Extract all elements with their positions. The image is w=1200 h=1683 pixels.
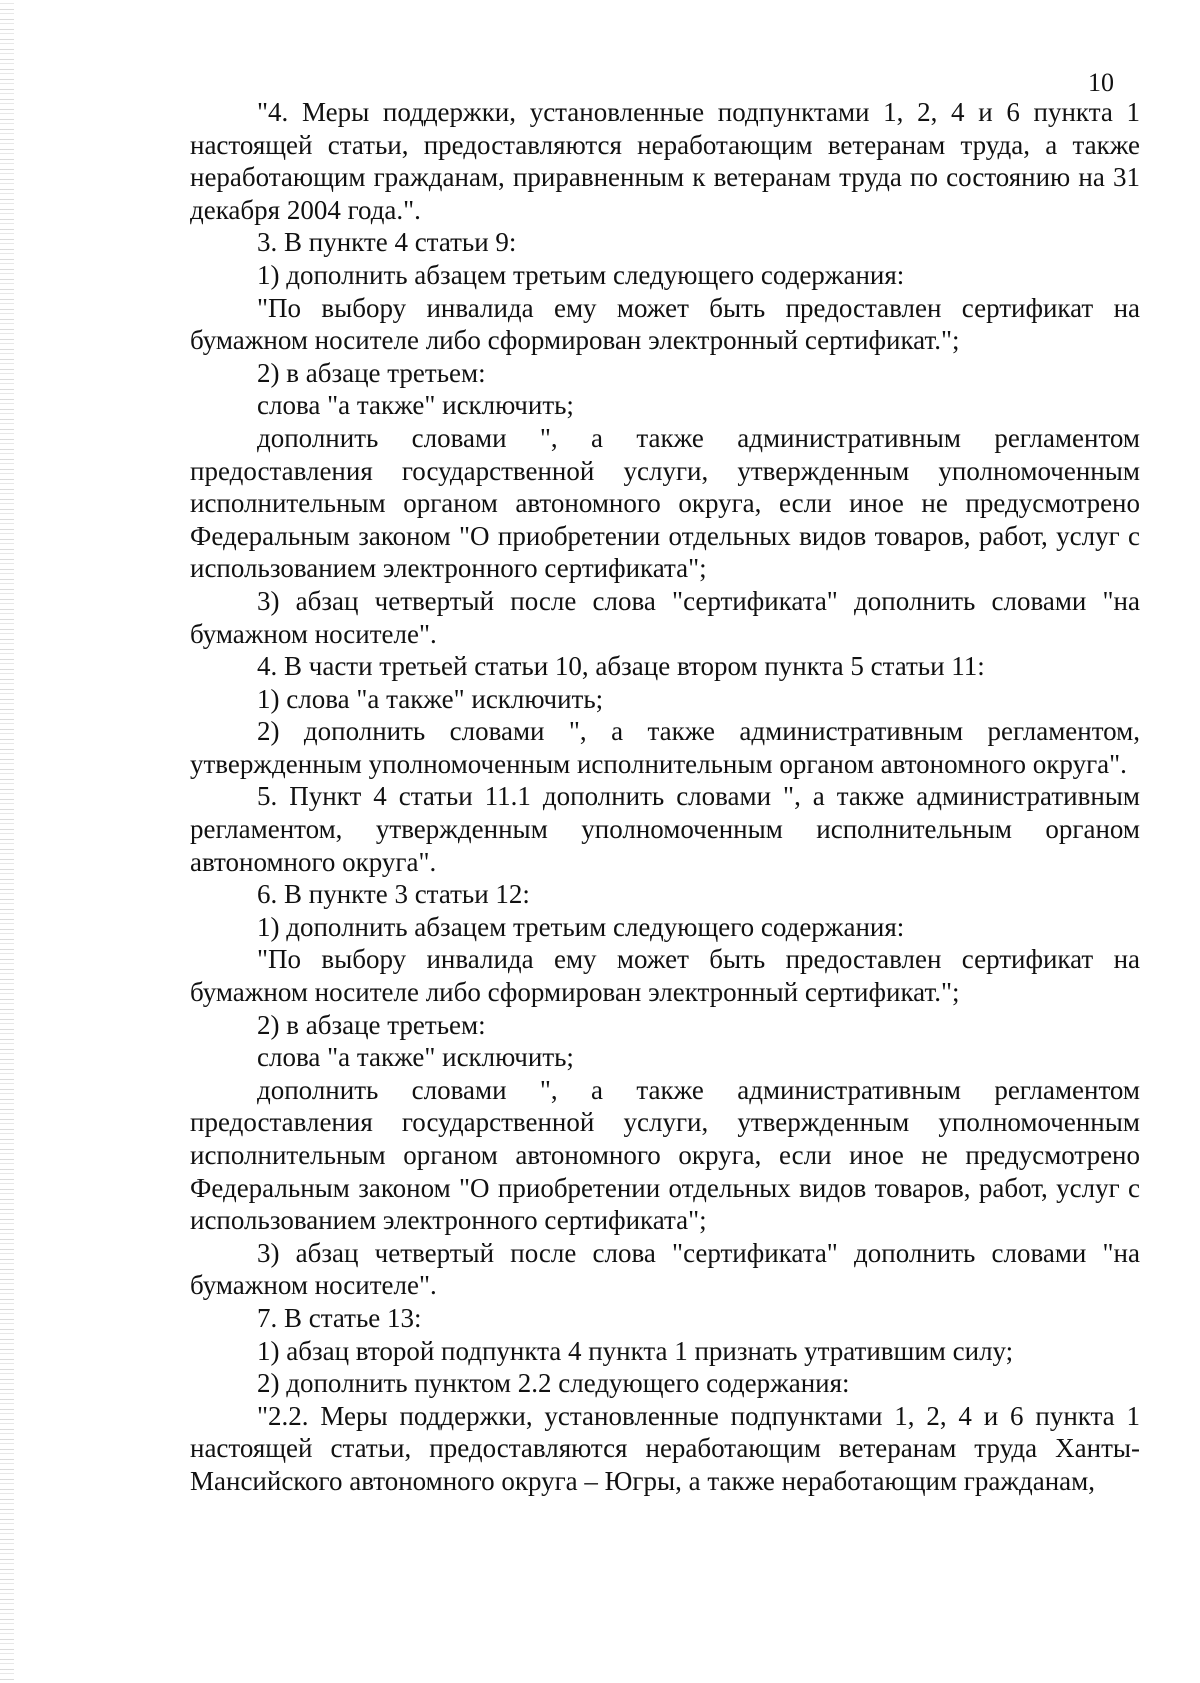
paragraph-item-7-2: 2) дополнить пунктом 2.2 следующего содержания: xyxy=(257,1368,850,1399)
paragraph-item-4-1: 1) слова "а также" исключить; xyxy=(257,683,604,714)
paragraph-quote-certificate: "По выбору инвалида ему может быть предоставлен сертификат на бумажном носителе либо сформирован электронный сертификат."; xyxy=(190,292,1140,356)
paragraph-item-3: 3. В пункте 4 статьи 9: xyxy=(257,227,517,258)
paragraph-item-5: 5. Пункт 4 статьи 11.1 дополнить словами ", а также административным регламентом, утвержденным уполномоченным исполнительным органом автономного округа". xyxy=(190,781,1140,877)
paragraph-item-3-2: 2) в абзаце третьем: xyxy=(257,357,486,388)
paragraph-add-words: дополнить словами ", а также административным регламентом предоставления государственной услуги, утвержденным уполномоченным исполнительным органом автономного округа, если иное не предусмотрено Федеральным законом "О приобретении отдельных видов товаров, работ, услуг с использованием электронного сертификата"; xyxy=(190,422,1140,584)
paragraph-4-measures: "4. Меры поддержки, установленные подпунктами 1, 2, 4 и 6 пункта 1 настоящей статьи, предоставляются неработающим ветеранам труда, а также неработающим гражданам, приравненным к ветеранам труда по состоянию на 31 декабря 2004 года.". xyxy=(190,97,1140,225)
paragraph-item-7: 7. В статье 13: xyxy=(257,1302,422,1333)
paragraph-item-3-1: 1) дополнить абзацем третьим следующего содержания: xyxy=(257,259,905,290)
page-number: 10 xyxy=(1088,68,1114,97)
paragraph-quote-2-2: "2.2. Меры поддержки, установленные подпунктами 1, 2, 4 и 6 пункта 1 настоящей статьи, предоставляются неработающим ветеранам труда Ханты-Мансийского автономного округа – Югры, а также неработающим гражданам, xyxy=(190,1400,1140,1496)
paragraph-quote-certificate-2: "По выбору инвалида ему может быть предоставлен сертификат на бумажном носителе либо сформирован электронный сертификат."; xyxy=(190,944,1140,1008)
paragraph-item-6-1: 1) дополнить абзацем третьим следующего содержания: xyxy=(257,911,905,942)
paragraph-item-6-3: 3) абзац четвертый после слова "сертификата" дополнить словами "на бумажном носителе". xyxy=(190,1237,1140,1301)
paragraph-item-4-2: 2) дополнить словами ", а также административным регламентом, утвержденным уполномоченным исполнительным органом автономного округа". xyxy=(190,716,1140,779)
paragraph-item-3-3: 3) абзац четвертый после слова "сертификата" дополнить словами "на бумажном носителе". xyxy=(190,585,1140,649)
paragraph-item-7-1: 1) абзац второй подпункта 4 пункта 1 признать утратившим силу; xyxy=(257,1335,1014,1366)
paragraph-item-6: 6. В пункте 3 статьи 12: xyxy=(257,879,530,910)
paragraph-item-6-2: 2) в абзаце третьем: xyxy=(257,1009,486,1040)
paragraph-item-4: 4. В части третьей статьи 10, абзаце втором пункта 5 статьи 11: xyxy=(257,651,985,682)
paragraph-words-exclude-2: слова "а также" исключить; xyxy=(257,1042,574,1073)
document-body xyxy=(190,96,1140,1498)
paragraph-words-exclude: слова "а также" исключить; xyxy=(257,390,574,421)
scan-edge xyxy=(0,0,14,1683)
paragraph-add-words-2: дополнить словами ", а также административным регламентом предоставления государственной услуги, утвержденным уполномоченным исполнительным органом автономного округа, если иное не предусмотрено Федеральным законом "О приобретении отдельных видов товаров, работ, услуг с использованием электронного сертификата"; xyxy=(190,1074,1140,1236)
